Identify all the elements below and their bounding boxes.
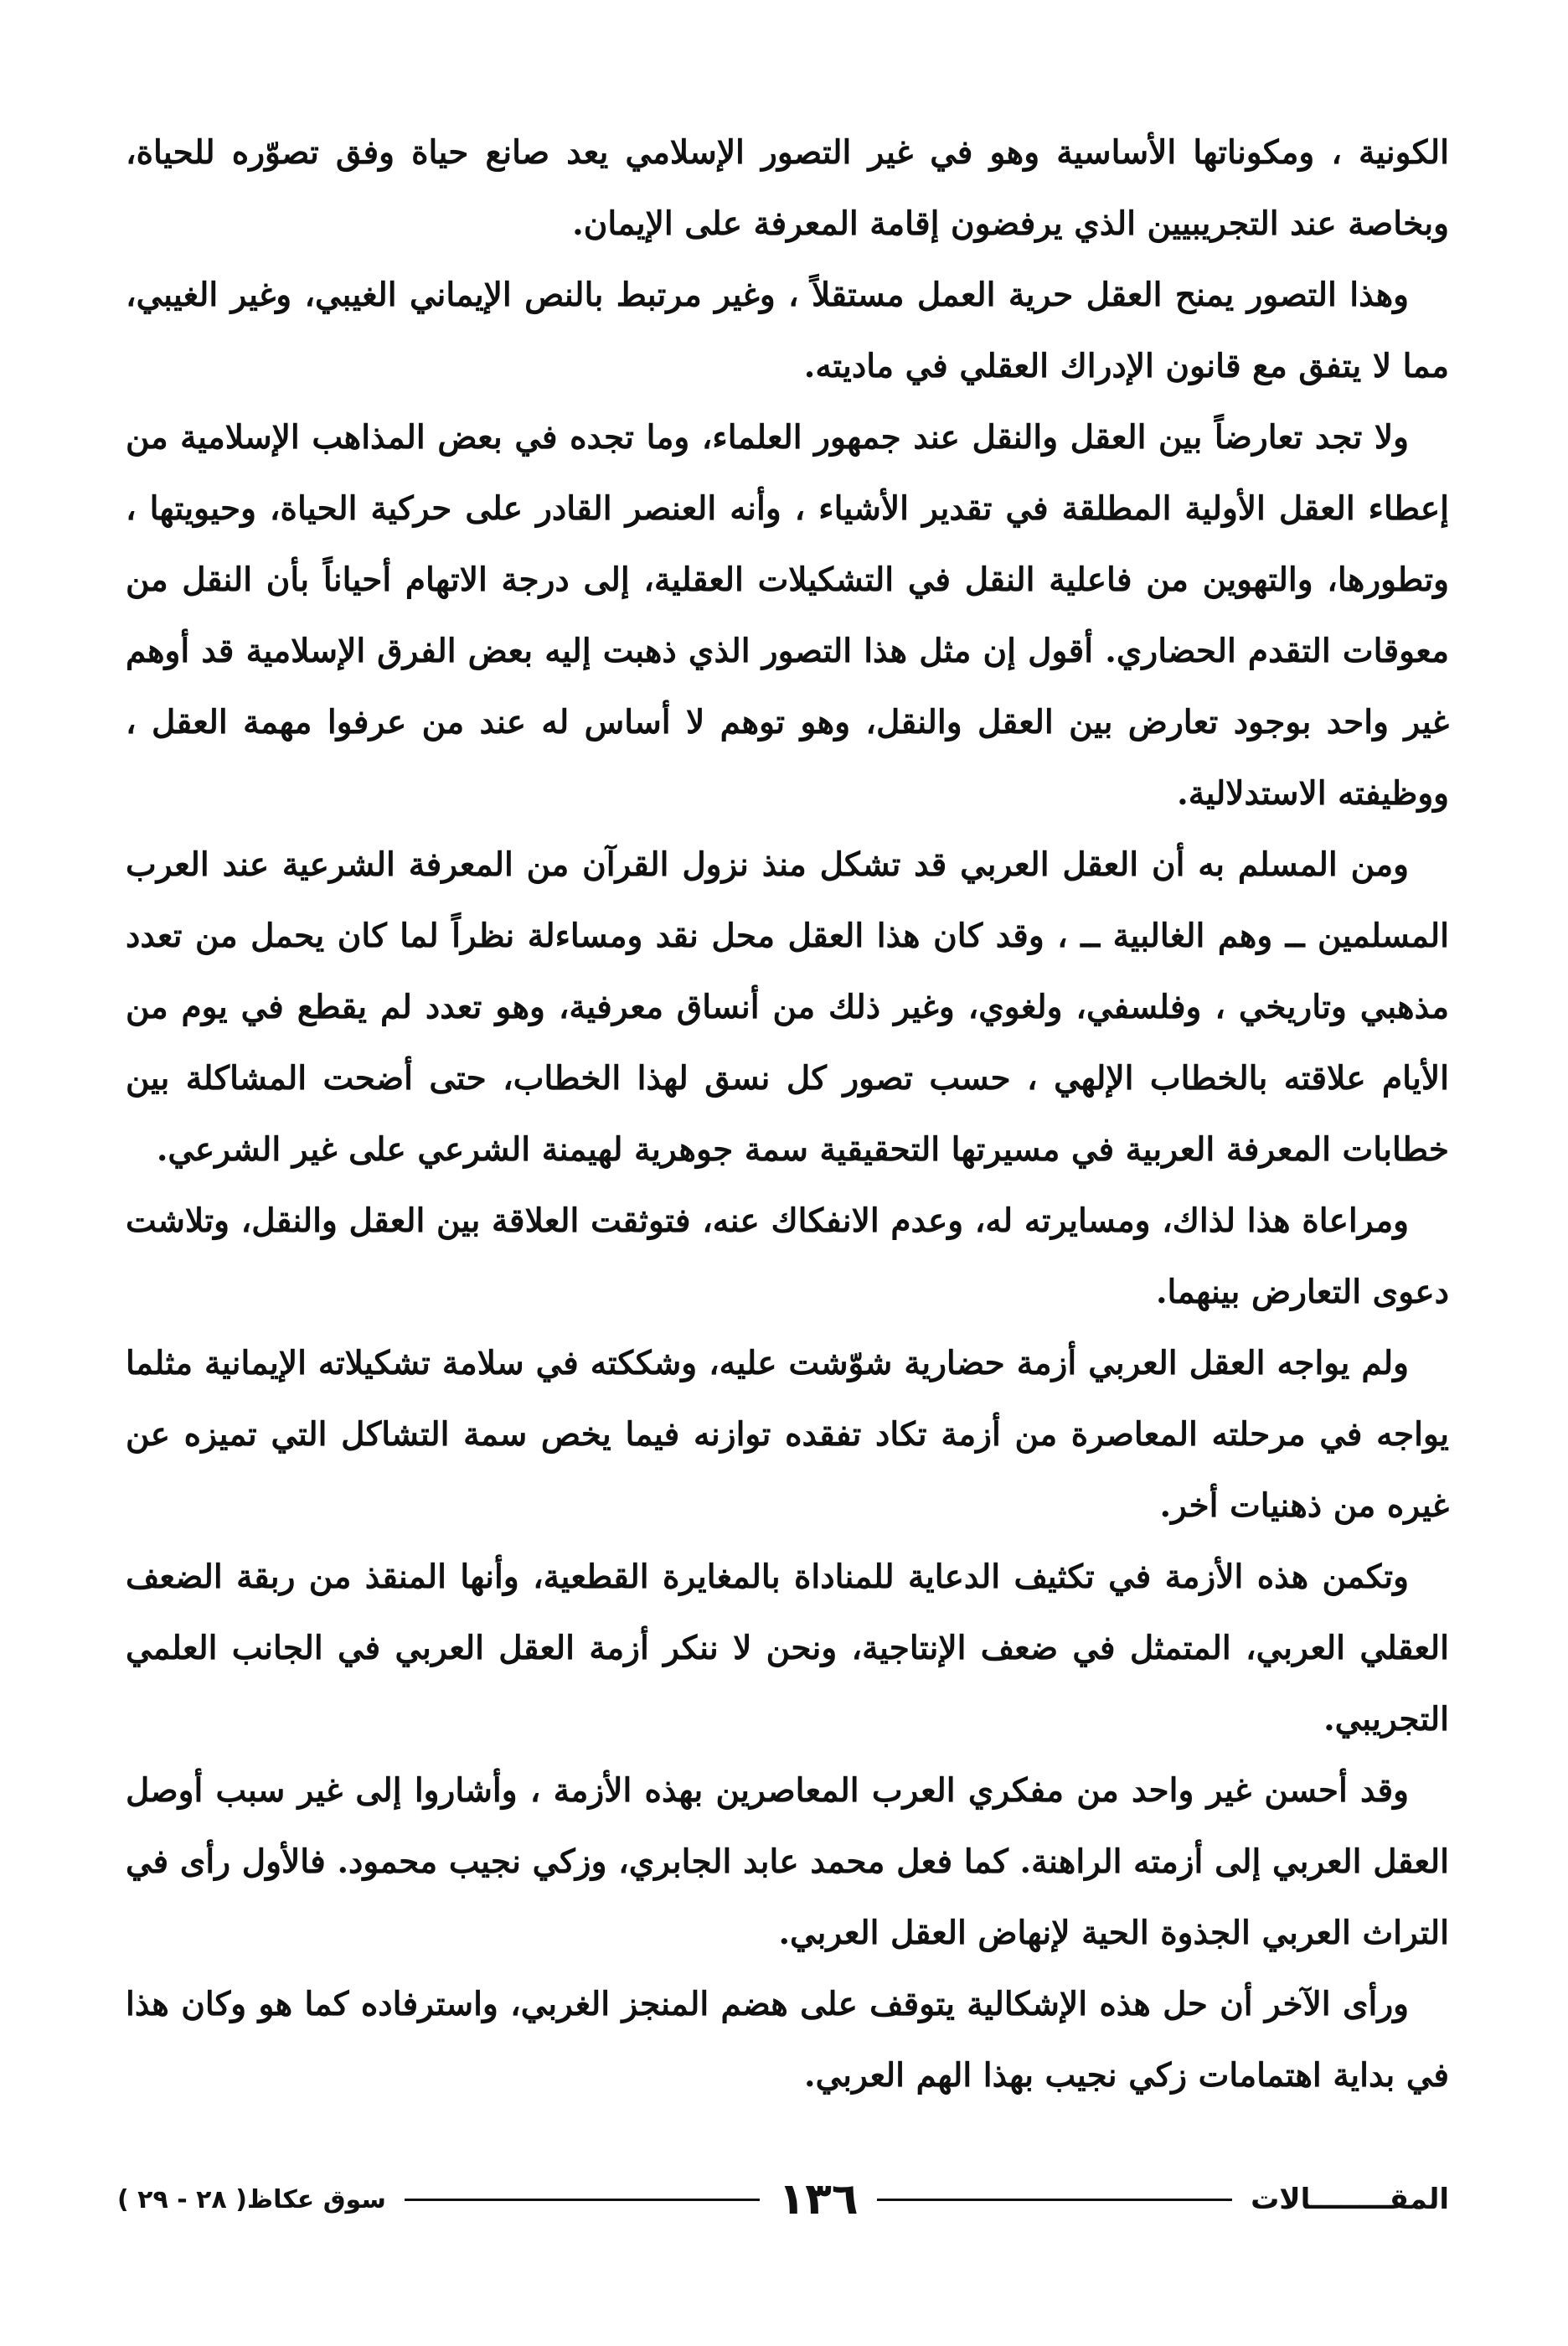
paragraph: وقد أحسن غير واحد من مفكري العرب المعاصرين بهذه الأزمة ، وأشاروا إلى غير سبب أوصل العقل العربي إلى أزمته الراهنة. كما فعل محمد عابد الجابري، وزكي نجيب محمود. فالأول رأى في التراث العربي الجذوة الحية لإنهاض العقل العربي. [126, 1771, 1449, 1952]
paragraph: ولا تجد تعارضاً بين العقل والنقل عند جمهور العلماء، وما تجده في بعض المذاهب الإسلامية من إعطاء العقل الأولية المطلقة في تقدير الأشياء ، وأنه العنصر القادر على حركية الحياة، وحيويتها ، وتطورها، والتهوين من فاعلية النقل في التشكيلات العقلية، إلى درجة الاتهام أحياناً بأن النقل من معوقات التقدم الحضاري. أقول إن مثل هذا التصور الذي ذهبت إليه بعض الفرق الإسلامية قد أوهم غير واحد بوجود تعارض بين العقل والنقل، وهو توهم لا أساس له عند من عرفوا مهمة العقل ، ووظيفته الاستدلالية. [126, 418, 1449, 813]
page-number: ١٣٦ [778, 2174, 859, 2225]
paragraph: وهذا التصور يمنح العقل حرية العمل مستقلاً ، وغير مرتبط بالنص الإيماني الغيبي، وغير الغيبي، مما لا يتفق مع قانون الإدراك العقلي في ماديته. [126, 276, 1449, 385]
footer-rule-right [877, 2199, 1233, 2201]
paragraph: وتكمن هذه الأزمة في تكثيف الدعاية للمناداة بالمغايرة القطعية، وأنها المنقذ من ربقة الضعف العقلي العربي، المتمثل في ضعف الإنتاجية، ونحن لا ننكر أزمة العقل العربي في الجانب العلمي التجريبي. [126, 1558, 1449, 1739]
paragraph: ورأى الآخر أن حل هذه الإشكالية يتوقف على هضم المنجز الغربي، واسترفاده كما هو وكان هذا في بداية اهتمامات زكي نجيب بهذا الهم العربي. [126, 1985, 1449, 2095]
paragraph: ولم يواجه العقل العربي أزمة حضارية شوّشت عليه، وشككته في سلامة تشكيلاته الإيمانية مثلما يواجه في مرحلته المعاصرة من أزمة تكاد تفقده توازنه فيما يخص سمة التشاكل التي تميزه عن غيره من ذهنيات أخر. [126, 1344, 1449, 1525]
footer-rule-left [405, 2199, 761, 2201]
footer-journal-issue: سوق عكاظ( ٢٨ - ٢٩ ) [117, 2184, 386, 2214]
paragraph: ومراعاة هذا لذاك، ومسايرته له، وعدم الانفكاك عنه، فتوثقت العلاقة بين العقل والنقل، وتلاشت دعوى التعارض بينهما. [126, 1201, 1449, 1311]
paragraph: الكونية ، ومكوناتها الأساسية وهو في غير التصور الإسلامي يعد صانع حياة وفق تصوّره للحياة، وبخاصة عند التجريبيين الذي يرفضون إقامة المعرفة على الإيمان. [126, 133, 1449, 243]
footer-section-title: المقــــــــالات [1251, 2183, 1449, 2216]
page-footer [117, 2174, 1449, 2225]
article-body [126, 117, 1449, 2111]
paragraph: ومن المسلم به أن العقل العربي قد تشكل منذ نزول القرآن من المعرفة الشرعية عند العرب المسلمين ــ وهم الغالبية ــ ، وقد كان هذا العقل محل نقد ومساءلة نظراً لما كان يحمل من تعدد مذهبي وتاريخي ، وفلسفي، ولغوي، وغير ذلك من أنساق معرفية، وهو تعدد لم يقطع في يوم من الأيام علاقته بالخطاب الإلهي ، حسب تصور كل نسق لهذا الخطاب، حتى أضحت المشاكلة بين خطابات المعرفة العربية في مسيرتها التحقيقية سمة جوهرية لهيمنة الشرعي على غير الشرعي. [126, 845, 1449, 1169]
